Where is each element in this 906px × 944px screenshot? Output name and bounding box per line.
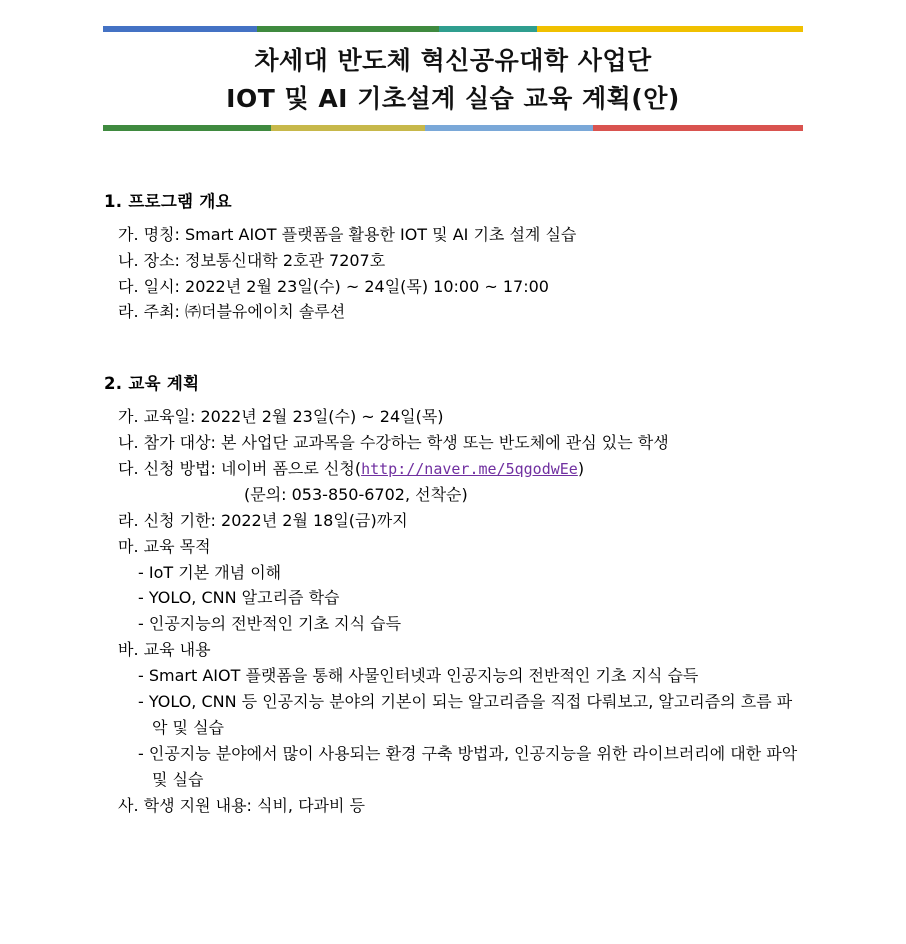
section-2-apply-line [118, 456, 802, 482]
section-2-content-heading: 바. 교육 내용 [118, 640, 211, 660]
section-2-item-2: 나. 참가 대상: 본 사업단 교과목을 수강하는 학생 또는 반도체에 관심 있는 학생 [118, 432, 669, 452]
section-1-item-1: 가. 명칭: Smart AIOT 플랫폼을 활용한 IOT 및 AI 기초 설계 실습 [118, 224, 577, 244]
document-body [0, 131, 906, 819]
section-1-item-3: 다. 일시: 2022년 2월 23일(수) ~ 24일(목) 10:00 ~ 17:00 [118, 276, 549, 296]
section-1-item-2: 나. 장소: 정보통신대학 2호관 7207호 [118, 250, 386, 270]
purpose-bullet-3: - 인공지능의 전반적인 기초 지식 습득 [138, 614, 402, 634]
content-bullet-3: - 인공지능 분야에서 많이 사용되는 환경 구축 방법과, 인공지능을 위한 라이브러리에 대한 파악 및 실습 [138, 743, 798, 789]
purpose-bullet-1: - IoT 기본 개념 이해 [138, 562, 282, 582]
section-1-item-4: 라. 주최: ㈜더블유에이치 솔루션 [118, 302, 346, 322]
section-2-item-1: 가. 교육일: 2022년 2월 23일(수) ~ 24일(목) [118, 407, 444, 427]
section-program-overview [104, 189, 802, 325]
section-2-item-3: 라. 신청 기한: 2022년 2월 18일(금)까지 [118, 510, 408, 530]
content-bullet-1: - Smart AIOT 플랫폼을 통해 사물인터넷과 인공지능의 전반적인 기초 지식 습득 [138, 666, 699, 686]
document-title-line-2: IOT 및 AI 기초설계 실습 교육 계획(안) [226, 83, 680, 113]
title-block [103, 32, 803, 125]
apply-suffix-text: ) [577, 458, 585, 478]
application-form-link[interactable]: http://naver.me/5qgodwEe [361, 459, 578, 478]
section-2-support-line: 사. 학생 지원 내용: 식비, 다과비 등 [118, 795, 366, 815]
section-2-item-4: 마. 교육 목적 [118, 536, 211, 556]
document-title-line-1: 차세대 반도체 혁신공유대학 사업단 [254, 46, 652, 75]
document-page [0, 26, 906, 944]
section-1-heading: 1. 프로그램 개요 [104, 192, 232, 211]
purpose-bullet-2: - YOLO, CNN 알고리즘 학습 [138, 588, 340, 608]
section-2-heading: 2. 교육 계획 [104, 374, 200, 394]
section-2-apply-note: (문의: 053-850-6702, 선착순) [244, 484, 468, 504]
document-header [103, 26, 803, 131]
section-education-plan [104, 371, 802, 818]
apply-prefix-text: 다. 신청 방법: 네이버 폼으로 신청( [118, 458, 362, 478]
content-bullet-2: - YOLO, CNN 등 인공지능 분야의 기본이 되는 알고리즘을 직접 다뤄보고, 알고리즘의 흐름 파악 및 실습 [138, 692, 793, 737]
